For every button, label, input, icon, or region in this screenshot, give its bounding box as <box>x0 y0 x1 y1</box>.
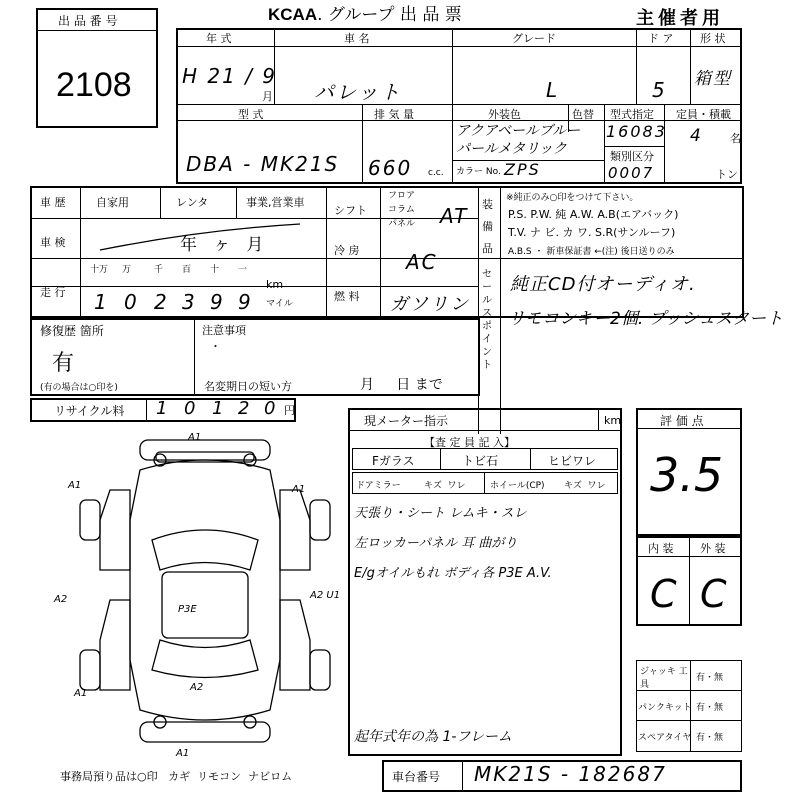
type-spec-value: 16083 <box>606 122 667 141</box>
doors-value: 5 <box>652 78 667 102</box>
glass-crack: ヒビワレ <box>548 454 597 468</box>
shift-label: シフト <box>334 204 367 217</box>
make-value: パレット <box>314 80 402 104</box>
persons-unit: 名 <box>730 132 741 145</box>
recycle-unit: 円 <box>284 404 295 417</box>
name-change-label: 名変期日の短い方 <box>204 380 292 393</box>
body-value: 箱型 <box>694 69 732 89</box>
note-line-3: E/gオイルもれ ボディ各 P3E A.V. <box>354 566 552 581</box>
repair-note: (有の場合は○印を) <box>40 383 118 393</box>
frame-note: 起年式年の為 1-フレーム <box>354 729 512 745</box>
sale-point-label: セールスポイント <box>482 269 492 371</box>
mirror-options: キズ ワレ <box>424 481 466 491</box>
capacity-value: 4 <box>690 126 703 146</box>
note-line-1: 天張り・シート レムキ・スレ <box>354 506 527 521</box>
meter-unit: km <box>604 414 622 427</box>
capacity-label: 定員・積載 <box>676 108 731 121</box>
tool-spare-value: 有・無 <box>696 733 724 743</box>
digit-label-100k: 十万 <box>90 265 109 275</box>
fuel-value: ガソリン <box>390 294 470 315</box>
mileage-digit-1: 1 <box>94 290 109 314</box>
tool-jack-label: ジャッキ 工 具 <box>640 667 688 690</box>
interior-grade: C <box>650 572 679 616</box>
category-label: 類別区分 <box>610 150 654 163</box>
wheel-label: ホイール(CP) <box>490 481 545 491</box>
digit-label-1k: 千 <box>154 265 164 275</box>
grade-label: グレード <box>512 32 556 45</box>
mileage-digit-3: 2 <box>154 290 169 314</box>
ext-color-line1: アクアベールブルー <box>456 123 581 139</box>
doors-label: ド ア <box>648 32 674 45</box>
keys-note: 事務局預り品は○印 カギ リモコン ナビロム <box>60 770 293 783</box>
lot-number: 2108 <box>56 66 132 104</box>
displacement-value: 660 <box>368 156 413 180</box>
sale-point-line1: 純正CD付オーディオ. <box>510 274 696 295</box>
tool-spare-label: スペアタイヤ <box>638 733 692 743</box>
inspection-value: 年 ヶ 月 <box>180 235 264 255</box>
month-mark: 月 <box>262 90 273 103</box>
recycle-digit-3: 1 <box>212 398 226 419</box>
damage-mark-rear: A2 <box>190 682 204 693</box>
history-private: 自家用 <box>96 196 129 209</box>
inspection-strike <box>80 210 320 260</box>
damage-mark-right-front: A1 <box>292 484 306 495</box>
mileage-digit-5: 9 <box>210 290 225 314</box>
exterior-grade: C <box>700 572 729 616</box>
category-value: 0007 <box>608 164 655 182</box>
repair-value: 有 <box>52 351 75 376</box>
unit-km: km <box>266 278 284 291</box>
year-label: 年 式 <box>206 32 232 45</box>
digit-label-1: 一 <box>238 265 248 275</box>
caution-label: 注意事項 <box>202 324 246 337</box>
grade-value: L <box>546 78 560 102</box>
chassis-label: 車台番号 <box>392 770 441 784</box>
inspector-heading: 【査 定 員 記 入】 <box>424 436 515 449</box>
recycle-digit-4: 2 <box>238 398 252 419</box>
damage-mark-left-front: A1 <box>68 480 82 491</box>
history-rental: レンタ <box>176 196 209 209</box>
recycle-digit-2: 0 <box>184 398 198 419</box>
ac-label: 冷 房 <box>334 244 360 257</box>
damage-mark-bottom: A1 <box>176 748 190 759</box>
tool-jack-value: 有・無 <box>696 673 724 683</box>
ext-color-label: 外装色 <box>488 108 521 121</box>
equip-note: ※純正のみ○印をつけて下さい。 <box>506 193 639 203</box>
damage-mark-left-side: A2 <box>54 594 68 605</box>
inspection-label: 車 検 <box>40 236 66 249</box>
equip-line1: P.S. P.W. 純 A.W. A.B(エアバック) <box>508 208 679 221</box>
score-label: 評 価 点 <box>660 414 704 428</box>
damage-mark-front: A1 <box>188 432 202 443</box>
lot-number-label: 出 品 番 号 <box>58 14 118 28</box>
color-no-label: カラー No. <box>456 167 501 177</box>
shift-column: コラム <box>388 205 415 215</box>
recycle-label: リサイクル料 <box>54 404 125 418</box>
mileage-digit-4: 3 <box>182 290 197 314</box>
damage-mark-right-side: A2 U1 <box>310 590 341 601</box>
mileage-digit-6: 9 <box>238 290 253 314</box>
digit-label-10: 十 <box>210 265 220 275</box>
shift-floor: フロア <box>388 191 416 201</box>
shift-panel: パネル <box>388 219 416 229</box>
car-damage-diagram <box>54 430 341 760</box>
digit-label-100: 百 <box>182 265 192 275</box>
interior-label: 内 装 <box>648 542 674 555</box>
cc-unit: c.c. <box>428 168 444 178</box>
mileage-label: 走 行 <box>40 286 66 299</box>
shift-value: AT <box>440 204 469 228</box>
equip-line2: T.V. ナ ビ. カ ワ. S.R(サンルーフ) <box>508 226 676 239</box>
caution-dot: ・ <box>210 340 221 353</box>
brand-logo: KCAA <box>268 5 318 24</box>
body-label: 形 状 <box>700 32 726 45</box>
meter-label: 現メーター指示 <box>364 414 449 428</box>
glass-label: Fガラス <box>372 454 415 468</box>
recycle-digit-5: 0 <box>264 398 278 419</box>
displacement-label: 排 気 量 <box>374 108 414 121</box>
fuel-label: 燃 料 <box>334 290 360 303</box>
digit-label-10k: 万 <box>122 265 132 275</box>
type-spec-label: 型式指定 <box>610 108 654 121</box>
exterior-label: 外 装 <box>700 542 726 555</box>
repair-label: 修復歴 箇所 <box>40 324 104 338</box>
year-value: H 21 / 9 <box>182 64 278 88</box>
role-label: 主催者用 <box>636 8 724 29</box>
unit-mile: マイル <box>266 299 293 309</box>
chassis-number: MK21S - 182687 <box>474 762 667 786</box>
equipment-label: 装備品 <box>482 198 493 255</box>
form-title-text: . グループ 出 品 票 <box>317 5 462 25</box>
sale-point-line2: リモコンキー2個. プッシュスタート <box>508 309 784 329</box>
model-label: 型 式 <box>238 108 264 121</box>
wheel-options: キズ ワレ <box>564 481 606 491</box>
color-no-value: ZPS <box>504 160 541 179</box>
make-label: 車 名 <box>344 32 370 45</box>
name-change-date: 月 日 まで <box>360 377 443 393</box>
form-title <box>268 0 462 25</box>
history-business: 事業,営業車 <box>246 196 305 209</box>
damage-mark-roof: P3E <box>178 604 197 615</box>
ext-color-line2: パールメタリック <box>456 141 567 157</box>
model-value: DBA - MK21S <box>186 152 340 176</box>
tool-puncture-label: パンクキット <box>638 703 692 713</box>
mileage-digit-2: 0 <box>124 290 139 314</box>
note-line-2: 左ロッカーパネル 耳 曲がり <box>354 536 518 551</box>
ac-value: AC <box>406 250 438 274</box>
color-change-label: 色替 <box>572 108 594 121</box>
score-value: 3.5 <box>650 448 724 502</box>
damage-mark-left-rear: A1 <box>74 688 88 699</box>
glass-chip: トビ石 <box>462 454 499 468</box>
tons-unit: トン <box>716 168 738 181</box>
mirror-label: ドアミラー <box>356 481 401 491</box>
history-label: 車 歴 <box>40 196 66 209</box>
tool-puncture-value: 有・無 <box>696 703 724 713</box>
recycle-digit-1: 1 <box>156 398 170 419</box>
equip-line3: A.B.S ・ 新車保証書 ←(注) 後日送りのみ <box>508 247 675 257</box>
